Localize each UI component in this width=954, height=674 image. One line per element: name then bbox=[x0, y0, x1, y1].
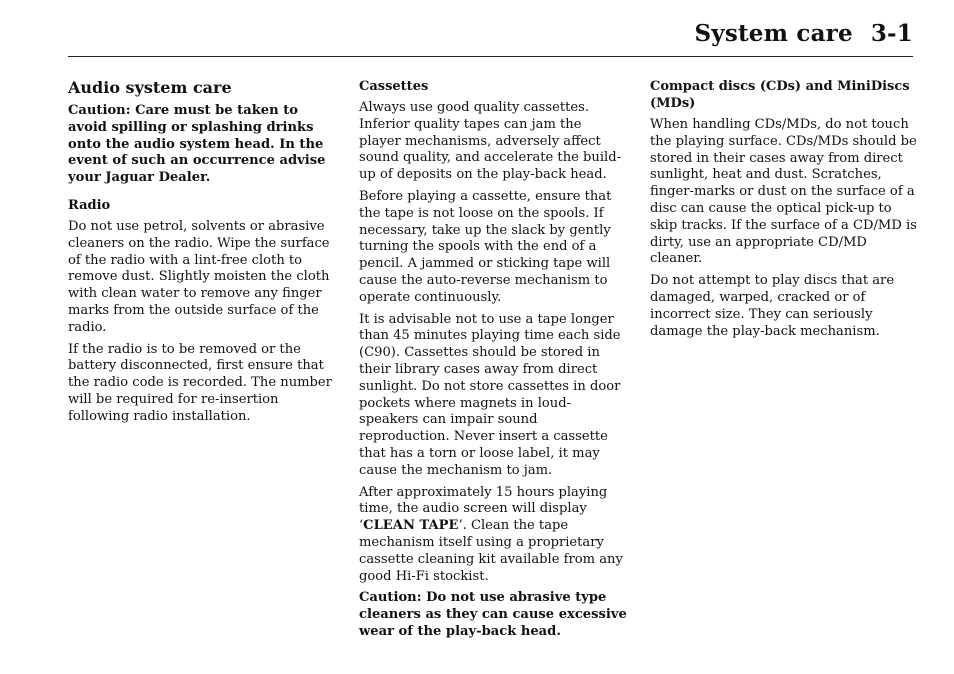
section-heading-audio-system-care: Audio system care bbox=[68, 78, 232, 97]
clean-tape-message: CLEAN TAPE bbox=[363, 518, 459, 534]
caution-abrasive-cleaners: Caution: Do not use abrasive type cleaners as they can cause excessive wear of the play-back head. bbox=[359, 590, 627, 639]
discs-paragraph-damaged: Do not attempt to play discs that are damaged, warped, cracked or of incorrect size. They can seriously damage the play-back mechanism. bbox=[650, 273, 895, 339]
clean-tape-text-after: ’. Clean the tape mechanism itself using a proprietary cassette cleaning kit available from any good Hi-Fi stockist. bbox=[359, 518, 623, 584]
column-audio-system-care bbox=[68, 78, 333, 431]
cassettes-paragraph-storage: It is advisable not to use a tape longer than 45 minutes playing time each side (C90). Cassettes should be stored in their library cases away from direct sunlight. Do not store cassettes in door pockets where magnets in loud-speakers can impair sound reproduction. Never insert a cassette that has a torn or loose label, it may cause the mechanism to jam. bbox=[359, 311, 621, 478]
column-cassettes bbox=[359, 78, 627, 651]
radio-paragraph-cleaning: Do not use petrol, solvents or abrasive cleaners on the radio. Wipe the surface of the radio with a lint-free cloth to remove dust. Slightly moisten the cloth with clean water to remove any finger marks from the outside surface of the radio. bbox=[68, 218, 330, 335]
caution-drinks: Caution: Care must be taken to avoid spilling or splashing drinks onto the audio system head. In the event of such an occurrence advise your Jaguar Dealer. bbox=[68, 103, 326, 186]
subheading-compact-discs: Compact discs (CDs) and MiniDiscs (MDs) bbox=[650, 79, 910, 111]
subheading-cassettes: Cassettes bbox=[359, 79, 429, 94]
discs-paragraph-handling: When handling CDs/MDs, do not touch the playing surface. CDs/MDs should be stored in their cases away from direct sunlight, heat and dust. Scratches, finger-marks or dust on the surface of a disc can cause the optical pick-up to skip tracks. If the surface of a CD/MD is dirty, use an appropriate CD/MD cleaner. bbox=[650, 117, 917, 267]
page-title bbox=[694, 20, 913, 47]
radio-paragraph-code: If the radio is to be removed or the battery disconnected, first ensure that the radio code is recorded. The number will be required for re-insertion following radio installation. bbox=[68, 341, 332, 424]
clean-tape-text-before: After approximately 15 hours playing time, the audio screen will display ‘ bbox=[359, 484, 608, 534]
page-number: 3-1 bbox=[870, 20, 913, 47]
column-compact-discs bbox=[650, 78, 918, 345]
page-header bbox=[68, 18, 913, 57]
subheading-radio: Radio bbox=[68, 197, 111, 213]
cassettes-paragraph-quality: Always use good quality cassettes. Inferior quality tapes can jam the player mechanisms, adversely affect sound quality, and accelerate the build-up of deposits on the play-back head. bbox=[359, 100, 622, 183]
chapter-title: System care bbox=[694, 20, 853, 47]
cassettes-paragraph-clean-tape bbox=[359, 485, 627, 586]
cassettes-paragraph-slack: Before playing a cassette, ensure that the tape is not loose on the spools. If necessary, take up the slack by gently turning the spools with the end of a pencil. A jammed or sticking tape will cause the auto-reverse mechanism to operate continuously. bbox=[359, 188, 612, 305]
